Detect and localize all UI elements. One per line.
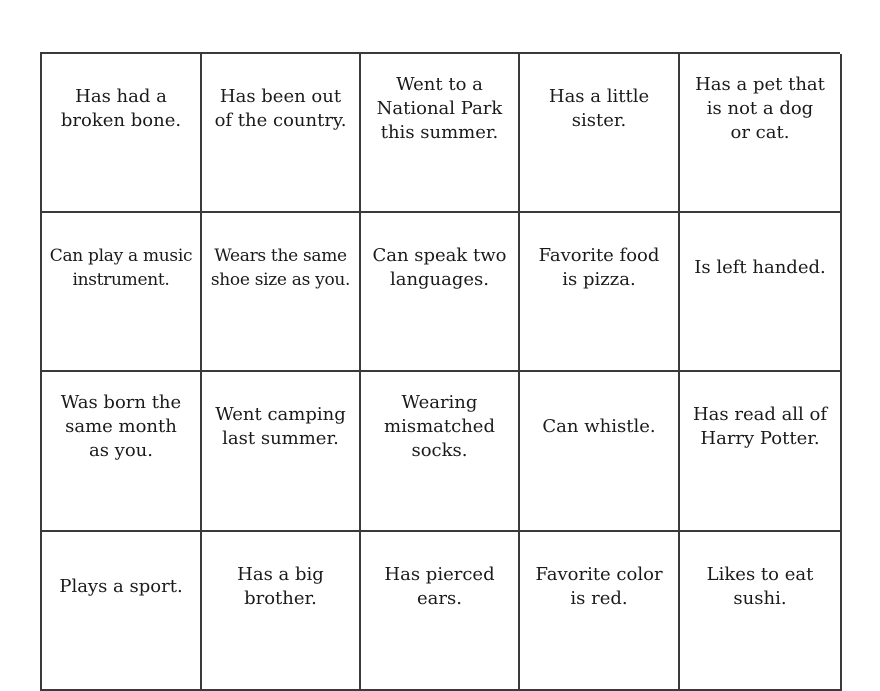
bingo-cell-text: Has a big brother. [237,564,324,609]
bingo-cell-text: Can speak two languages. [372,245,507,290]
bingo-cell [42,54,202,213]
bingo-cell-text: Went camping last summer. [215,404,346,449]
bingo-cell [520,54,680,213]
bingo-cell-text: Went to a National Park this summer. [376,74,503,143]
bingo-cell [361,213,520,372]
bingo-cell-text: Has pierced ears. [384,564,495,609]
bingo-cell [680,532,842,691]
bingo-cell [361,372,520,532]
bingo-cell [202,532,361,691]
bingo-cell-text: Wears the same shoe size as you. [210,246,351,290]
bingo-cell-text: Has a pet that is not a dog or cat. [695,74,825,143]
bingo-cell-text: Has read all of Harry Potter. [692,404,828,449]
bingo-cell-text: Has a little sister. [548,86,650,131]
bingo-cell [361,54,520,213]
bingo-cell [202,372,361,532]
bingo-cell-text: Has had a broken bone. [60,86,182,131]
bingo-cell [520,213,680,372]
bingo-cell-text: Can play a music instrument. [49,246,193,290]
bingo-cell [680,54,842,213]
bingo-grid [40,52,840,691]
bingo-cell [680,372,842,532]
bingo-cell [42,532,202,691]
bingo-cell-text: Favorite food is pizza. [538,245,660,290]
bingo-cell-text: Can whistle. [542,416,656,437]
bingo-cell-text: Favorite color is red. [535,564,663,609]
bingo-cell-text: Is left handed. [694,257,826,278]
bingo-cell-text: Plays a sport. [59,576,183,597]
bingo-cell-text: Wearing mismatched socks. [384,392,495,461]
bingo-cell [680,213,842,372]
bingo-cell [42,213,202,372]
bingo-cell [361,532,520,691]
bingo-cell-text: Has been out of the country. [214,86,347,131]
bingo-cell-text: Likes to eat sushi. [706,564,814,609]
bingo-cell [202,54,361,213]
bingo-cell [520,532,680,691]
bingo-cell [202,213,361,372]
bingo-cell [42,372,202,532]
bingo-cell [520,372,680,532]
bingo-cell-text: Was born the same month as you. [60,392,182,461]
